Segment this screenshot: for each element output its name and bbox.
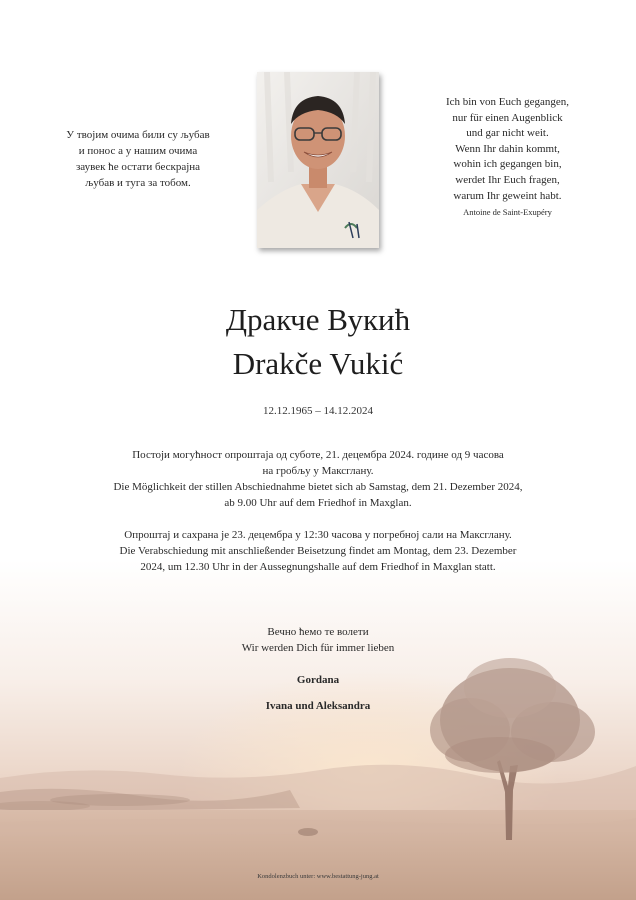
funeral-info [70, 527, 566, 575]
family-name-2: Ivana und Aleksandra [265, 700, 371, 712]
quote-right-line: und gar nicht weit. [466, 127, 549, 140]
quote-right-line: werdet Ihr Euch fragen, [455, 173, 560, 186]
quote-left-line: и понос а у нашим очима [78, 145, 198, 157]
quote-left-line: У твојим очима били су љубав [66, 129, 210, 141]
viewing-info-line: Die Möglichkeit der stillen Abschiednahme bietet sich ab Samstag, dem 21. Dezember 2024, [113, 481, 523, 493]
family-name-1: Gordana [296, 674, 340, 686]
quote-right-line: warum Ihr geweint habt. [453, 189, 562, 202]
farewell-line: Wir werden Dich für immer lieben [241, 642, 395, 654]
portrait-image [257, 72, 379, 248]
viewing-info [70, 447, 566, 511]
quote-left-line: љубав и туга за тобом. [85, 177, 191, 189]
quote-right-line: nur für einen Augenblick [452, 111, 563, 124]
funeral-info-line: Опроштај и сахрана је 23. децембра у 12:30 часова у погребној сали на Максглану. [124, 529, 512, 541]
condolence-link[interactable]: Kondolenzbuch unter: www.bestattung-jung.at [257, 873, 379, 880]
funeral-info-line: 2024, um 12.30 Uhr in der Aussegnungshalle auf dem Friedhof in Maxglan statt. [140, 561, 496, 573]
viewing-info-line: ab 9.00 Uhr auf dem Friedhof in Maxglan. [224, 497, 412, 509]
viewing-info-line: Постоји могућност опроштаја од суботе, 21. децембра 2024. године од 9 часова [132, 449, 504, 461]
quote-left [28, 127, 248, 191]
funeral-info-line: Die Verabschiedung mit anschließender Beisetzung findet am Montag, dem 23. Dezember [119, 545, 517, 557]
name-latin: Drakče Vukić [232, 346, 404, 381]
quote-left-line: заувек ће остати бескрајна [75, 161, 201, 173]
viewing-info-line: на гробљу у Максглану. [262, 465, 374, 477]
farewell-message [0, 624, 636, 656]
quote-right [420, 95, 595, 221]
landscape-background [0, 560, 636, 900]
quote-right-line: Ich bin von Euch gegangen, [445, 96, 570, 108]
life-dates: 12.12.1965 – 14.12.2024 [263, 405, 373, 417]
farewell-line: Вечно ћемо те волети [267, 626, 369, 638]
name-cyrillic: Дракче Вукић [225, 302, 411, 337]
quote-right-line: Wenn Ihr dahin kommt, [455, 142, 560, 155]
quote-author: Antoine de Saint-Exupéry [463, 207, 552, 218]
quote-right-line: wohin ich gegangen bin, [453, 158, 562, 171]
portrait-photo [257, 72, 379, 248]
